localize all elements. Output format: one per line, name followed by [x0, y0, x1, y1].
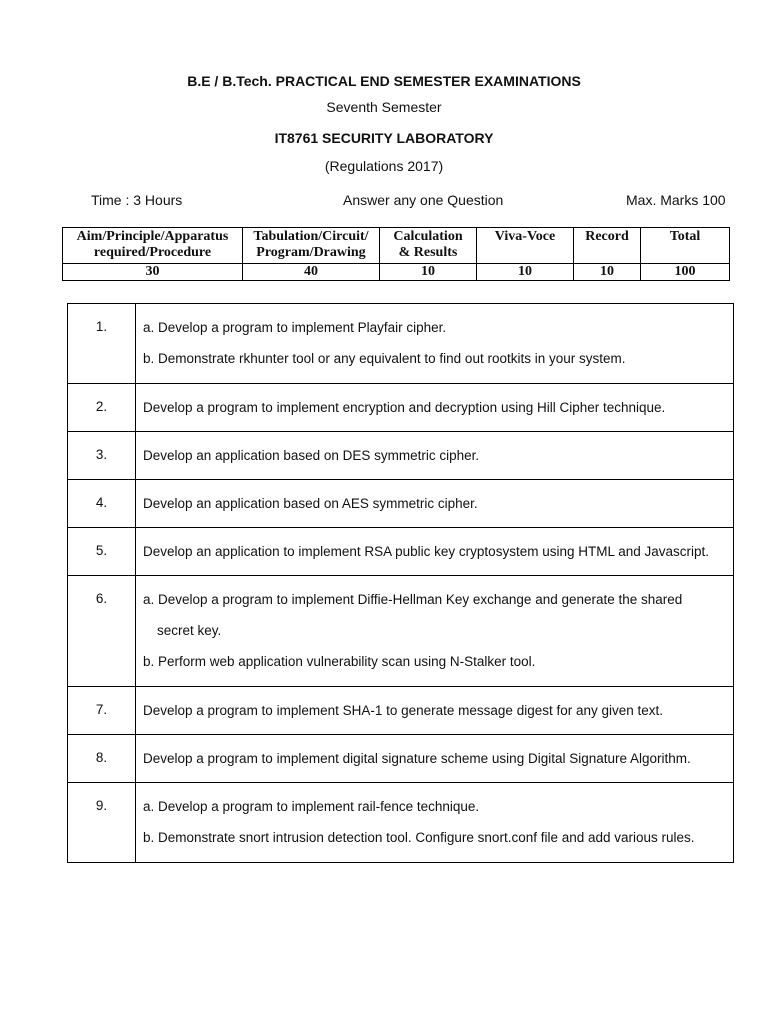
question-line: a. Develop a program to implement Playfair cipher. [143, 320, 447, 335]
question-row [68, 783, 734, 863]
question-line: b. Demonstrate snort intrusion detection tool. Configure snort.conf file and add various rules. [143, 830, 695, 845]
value-viva: 10 [477, 264, 574, 281]
question-number: 9. [68, 783, 136, 863]
header-viva-line1: Viva-Voce [494, 229, 556, 244]
course-title: IT8761 SECURITY LABORATORY [274, 130, 494, 146]
question-line: Develop an application based on AES symmetric cipher. [143, 496, 478, 511]
question-row [68, 576, 734, 687]
question-number: 5. [68, 528, 136, 576]
question-row [68, 480, 734, 528]
question-line: a. Develop a program to implement Diffie-Hellman Key exchange and generate the shared [143, 592, 683, 607]
question-text [136, 783, 734, 863]
question-text [136, 304, 734, 384]
question-number: 7. [68, 687, 136, 735]
question-row [68, 528, 734, 576]
header-aim [63, 228, 243, 264]
time-label: Time : 3 Hours [91, 192, 183, 208]
marks-value-row [63, 264, 730, 281]
question-number: 3. [68, 432, 136, 480]
question-line: Develop a program to implement encryption and decryption using Hill Cipher technique. [143, 400, 666, 415]
question-row [68, 432, 734, 480]
semester: Seventh Semester [326, 99, 442, 115]
header-record [574, 228, 641, 264]
exam-title: B.E / B.Tech. PRACTICAL END SEMESTER EXAMINATIONS [187, 73, 581, 89]
question-line: Develop an application based on DES symmetric cipher. [143, 448, 480, 463]
value-tabulation: 40 [243, 264, 380, 281]
question-line: Develop an application to implement RSA public key cryptosystem using HTML and Javascript. [143, 544, 710, 559]
value-total: 100 [641, 264, 730, 281]
value-record: 10 [574, 264, 641, 281]
question-number: 4. [68, 480, 136, 528]
question-text [136, 528, 734, 576]
question-text [136, 687, 734, 735]
question-line: b. Demonstrate rkhunter tool or any equivalent to find out rootkits in your system. [143, 351, 626, 366]
regulations: (Regulations 2017) [324, 158, 444, 174]
instruction-label: Answer any one Question [343, 192, 504, 208]
value-calculation: 10 [380, 264, 477, 281]
header-aim-line2: required/Procedure [93, 245, 212, 260]
header-calculation-line2: & Results [398, 245, 458, 260]
marks-header-row [63, 228, 730, 264]
header-total [641, 228, 730, 264]
question-line: Develop a program to implement digital signature scheme using Digital Signature Algorithm. [143, 751, 691, 766]
header-record-line1: Record [585, 229, 629, 244]
question-text [136, 432, 734, 480]
question-text [136, 384, 734, 432]
question-row [68, 735, 734, 783]
question-text [136, 480, 734, 528]
header-viva [477, 228, 574, 264]
header-total-line1: Total [669, 229, 701, 244]
question-line: a. Develop a program to implement rail-fence technique. [143, 799, 480, 814]
value-aim: 30 [63, 264, 243, 281]
questions-table [67, 303, 734, 863]
max-marks-label: Max. Marks 100 [626, 192, 726, 208]
header-tabulation [243, 228, 380, 264]
header-tabulation-line2: Program/Drawing [256, 245, 366, 260]
question-row [68, 384, 734, 432]
header-calculation-line1: Calculation [393, 229, 463, 244]
question-number: 2. [68, 384, 136, 432]
question-line: b. Perform web application vulnerability scan using N-Stalker tool. [143, 654, 536, 669]
question-number: 6. [68, 576, 136, 687]
question-row [68, 687, 734, 735]
question-row [68, 304, 734, 384]
question-number: 8. [68, 735, 136, 783]
question-line: Develop a program to implement SHA-1 to generate message digest for any given text. [143, 703, 664, 718]
question-line: secret key. [157, 623, 222, 638]
question-number: 1. [68, 304, 136, 384]
marks-table [62, 227, 730, 281]
question-text [136, 735, 734, 783]
question-text [136, 576, 734, 687]
header-tabulation-line1: Tabulation/Circuit/ [253, 229, 369, 244]
header-calculation [380, 228, 477, 264]
header-aim-line1: Aim/Principle/Apparatus [76, 229, 229, 244]
